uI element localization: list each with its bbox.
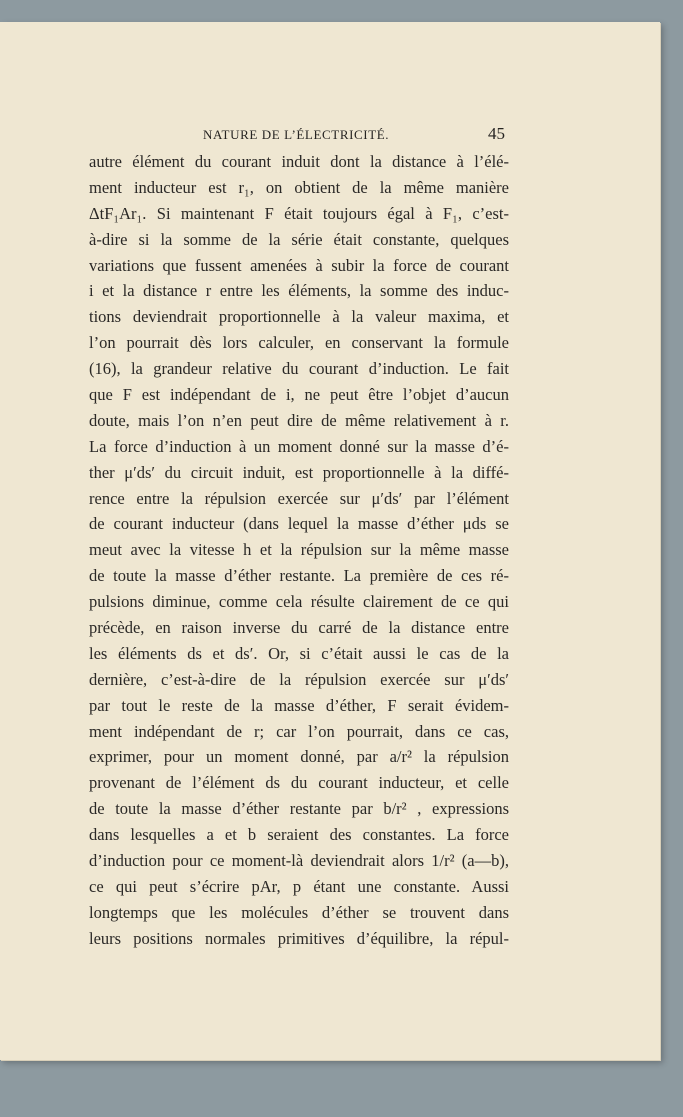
text-line-21: dernière, c’est-à-dire de la répulsion exercée sur μ′ds′ (89, 669, 509, 689)
text-line-13: ther μ′ds′ du circuit induit, est proportionnelle à la diffé- (89, 462, 509, 482)
text-line-23: ment indépendant de r; car l’on pourrait, dans ce cas, (89, 721, 509, 741)
text-line-27: dans lesquelles a et b seraient des constantes. La force (89, 825, 509, 845)
page-number: 45 (488, 124, 505, 143)
text-line-10: que F est indépendant de i, ne peut être l’objet d’aucun (89, 385, 509, 405)
text-line-11: doute, mais l’on n’en peut dire de même relativement à r. (89, 410, 509, 430)
text-line-22: par tout le reste de la masse d’éther, F serait évidem- (89, 695, 509, 715)
text-line-29: ce qui peut s’écrire pAr, p étant une constante. Aussi (89, 876, 509, 896)
text-line-24: exprimer, pour un moment donné, par a/r² la répulsion (89, 747, 509, 767)
text-line-7: tions deviendrait proportionnelle à la valeur maxima, et (89, 307, 509, 327)
text-line-3: ΔtF₁Ar₁. Si maintenant F était toujours égal à F₁, c’est- (89, 203, 509, 223)
text-line-19: précède, en raison inverse du carré de la distance entre (89, 618, 509, 638)
running-head (0, 124, 660, 148)
text-line-1: autre élément du courant induit dont la distance à l’élé- (89, 152, 509, 171)
text-line-5: variations que fussent amenées à subir la force de courant (89, 255, 509, 275)
running-title: NATURE DE L’ÉLECTRICITÉ. (203, 127, 390, 142)
text-line-28: d’induction pour ce moment-là deviendrait alors 1/r² (a—b), (89, 851, 509, 871)
text-line-2: ment inducteur est r₁, on obtient de la même manière (89, 177, 509, 197)
text-line-20: les éléments ds et ds′. Or, si c’était aussi le cas de la (89, 643, 509, 663)
text-line-26: de toute la masse d’éther restante par b/r² , expressions (89, 799, 509, 819)
text-line-31: leurs positions normales primitives d’équilibre, la répul- (89, 928, 509, 948)
text-line-14: rence entre la répulsion exercée sur μ′ds′ par l’élément (89, 488, 509, 508)
text-line-8: l’on pourrait dès lors calculer, en conservant la formule (89, 333, 509, 353)
text-line-18: pulsions diminue, comme cela résulte clairement de ce qui (89, 592, 509, 612)
text-line-25: provenant de l’élément ds du courant inducteur, et celle (89, 773, 509, 793)
text-line-4: à-dire si la somme de la série était constante, quelques (89, 229, 509, 249)
text-line-6: i et la distance r entre les éléments, la somme des induc- (89, 281, 509, 301)
text-line-9: (16), la grandeur relative du courant d’induction. Le fait (89, 359, 509, 379)
text-line-12: La force d’induction à un moment donné sur la masse d’é- (89, 436, 509, 456)
text-line-15: de courant inducteur (dans lequel la masse d’éther μds se (89, 514, 509, 534)
text-line-16: meut avec la vitesse h et la répulsion sur la même masse (89, 540, 509, 560)
body-text (89, 149, 509, 952)
text-line-30: longtemps que les molécules d’éther se trouvent dans (89, 902, 509, 922)
text-line-17: de toute la masse d’éther restante. La première de ces ré- (89, 566, 509, 586)
book-page (0, 22, 660, 1060)
